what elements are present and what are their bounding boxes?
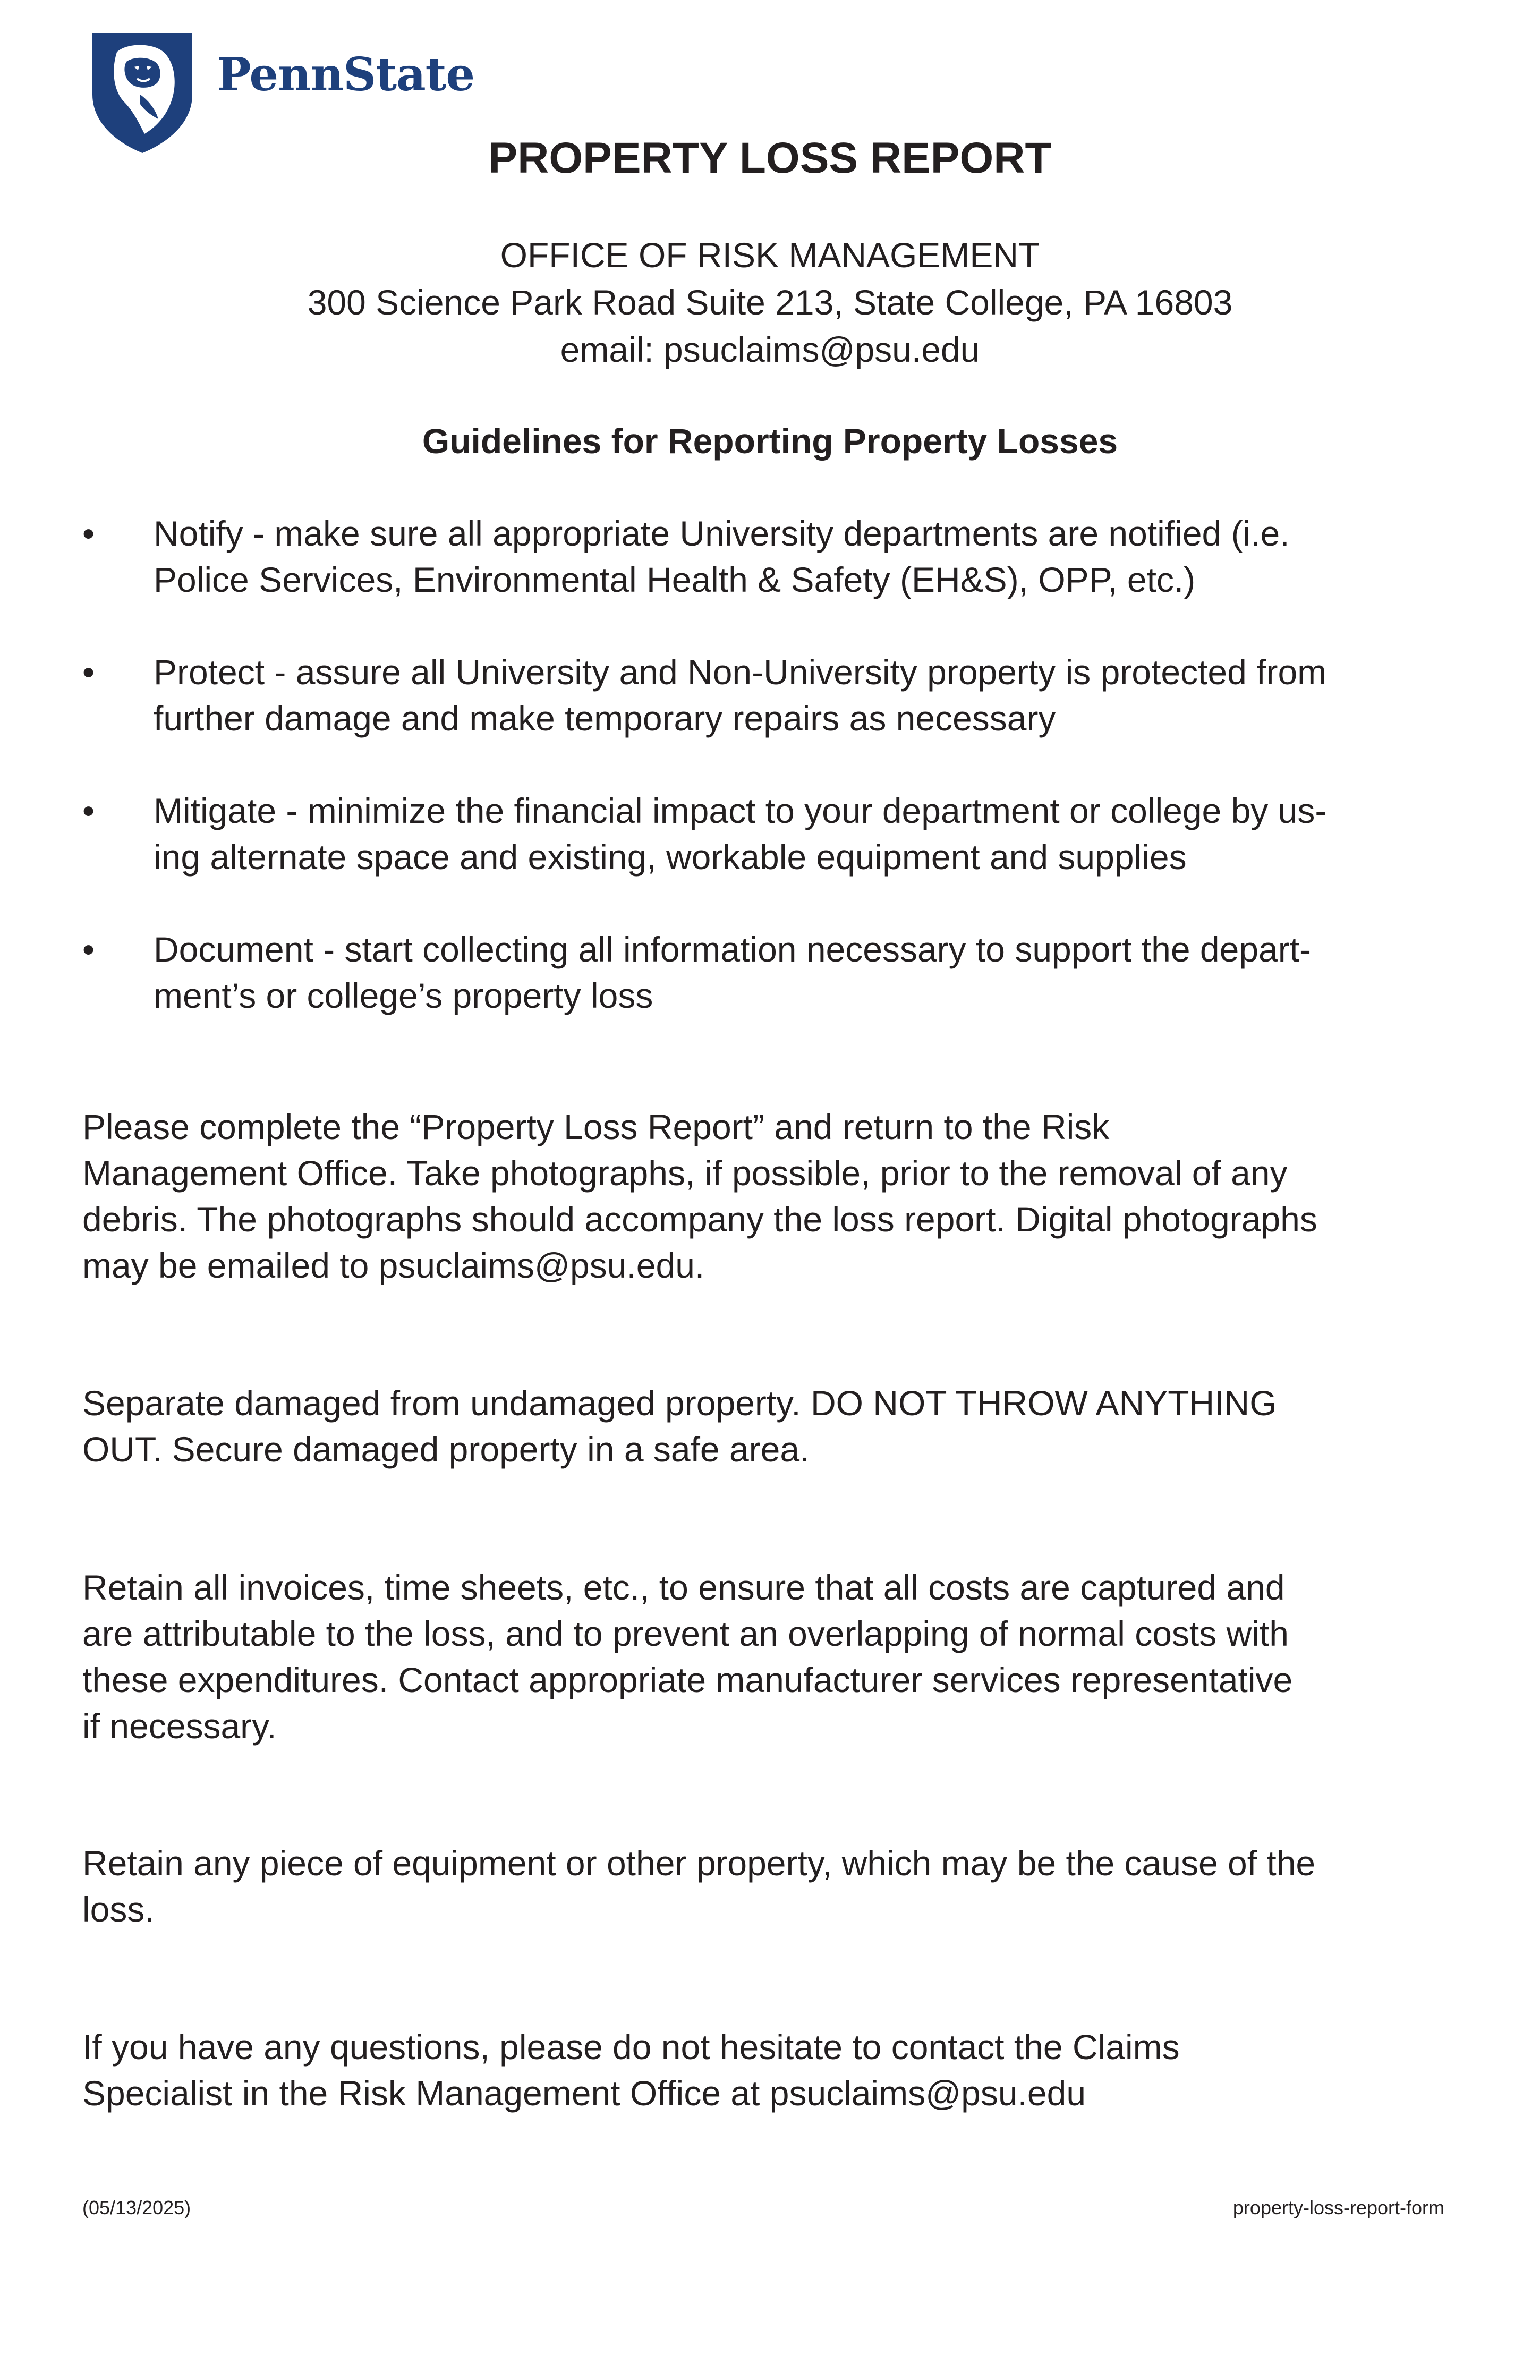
paragraph-questions [82,2024,1464,2116]
page-title: PROPERTY LOSS REPORT [488,134,1052,182]
paragraph-complete-report [82,1104,1464,1289]
guideline-item-mitigate [82,788,1464,880]
guideline-item-protect [82,649,1464,742]
footer-date: (05/13/2025) [82,2197,191,2218]
bullet-icon: • [82,514,95,553]
bullet-icon: • [82,791,95,830]
guidelines-list [82,511,1464,1065]
guideline-line: Document - start collecting all information necessary to support the depart- [154,930,1312,969]
paragraph-line: Retain all invoices, time sheets, etc., to ensure that all costs are captured and [82,1568,1285,1607]
footer-form-name: property-loss-report-form [1232,2197,1444,2218]
office-address: 300 Science Park Road Suite 213, State College, PA 16803 [307,283,1233,322]
paragraph-line: OUT. Secure damaged property in a safe area. [82,1430,810,1469]
office-name: OFFICE OF RISK MANAGEMENT [500,235,1040,275]
guideline-item-document [82,926,1464,1019]
paragraph-line: loss. [82,1890,155,1929]
guideline-line: ment’s or college’s property loss [154,976,653,1015]
paragraph-line: Management Office. Take photographs, if possible, prior to the removal of any [82,1153,1288,1193]
guideline-line: Police Services, Environmental Health & Safety (EH&S), OPP, etc.) [154,560,1196,599]
bullet-icon: • [82,930,95,969]
paragraph-line: Specialist in the Risk Management Office at psuclaims@psu.edu [82,2073,1086,2113]
guideline-item-notify [82,511,1464,603]
paragraph-retain-invoices [82,1565,1464,1749]
guideline-line: ing alternate space and existing, workable equipment and supplies [154,837,1187,877]
bullet-icon: • [82,652,95,692]
paragraph-line: if necessary. [82,1706,277,1746]
guideline-line: Protect - assure all University and Non-University property is protected from [154,652,1327,692]
pennstate-wordmark: PennState [217,48,475,101]
office-email: email: psuclaims@psu.edu [560,330,980,369]
paragraph-line: Separate damaged from undamaged property. DO NOT THROW ANYTHING [82,1383,1277,1423]
paragraph-line: If you have any questions, please do not hesitate to contact the Claims [82,2027,1180,2067]
guideline-line: further damage and make temporary repairs as necessary [154,699,1056,738]
paragraph-line: Retain any piece of equipment or other property, which may be the cause of the [82,1843,1316,1883]
paragraph-line: may be emailed to psuclaims@psu.edu. [82,1246,705,1285]
paragraph-separate-property [82,1380,1464,1473]
paragraph-retain-equipment [82,1840,1464,1933]
guideline-line: Mitigate - minimize the financial impact to your department or college by us- [154,791,1327,830]
paragraph-line: debris. The photographs should accompany the loss report. Digital photographs [82,1200,1317,1239]
paragraph-line: these expenditures. Contact appropriate manufacturer services representative [82,1660,1293,1699]
paragraph-line: Please complete the “Property Loss Report” and return to the Risk [82,1107,1110,1146]
office-info [0,232,1540,373]
paragraph-line: are attributable to the loss, and to prevent an overlapping of normal costs with [82,1614,1289,1653]
guideline-line: Notify - make sure all appropriate University departments are notified (i.e. [154,514,1290,553]
guidelines-heading: Guidelines for Reporting Property Losses [422,421,1118,461]
